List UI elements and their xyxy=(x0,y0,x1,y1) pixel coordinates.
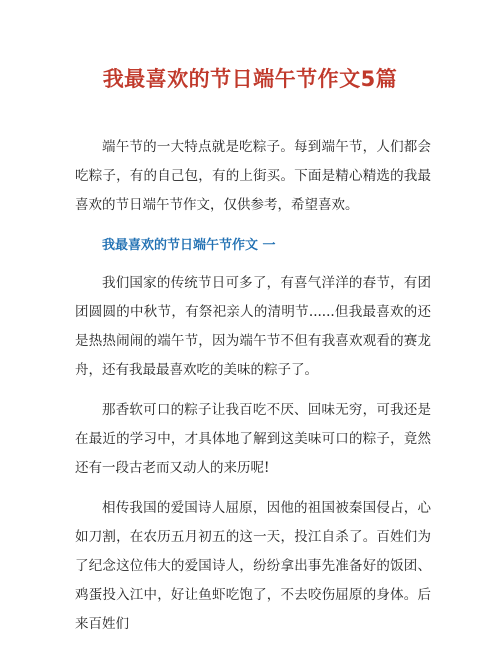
body-paragraph-2: 那香软可口的粽子让我百吃不厌、回味无穷，可我还是在最近的学习中，才具体地了解到这美味可口的粽子，竟然还有一段古老而又动人的来历呢! xyxy=(75,402,431,476)
article-body xyxy=(75,133,431,650)
intro-paragraph: 端午节的一大特点就是吃粽子。每到端午节，人们都会吃粽子，有的自己包，有的上街买。下面是精心精选的我最喜欢的节日端午节作文，仅供参考，希望喜欢。 xyxy=(75,139,431,213)
article-title: 我最喜欢的节日端午节作文5篇 xyxy=(102,67,398,91)
body-paragraph-1: 我们国家的传统节日可多了，有喜气洋洋的春节，有团团圆圆的中秋节，有祭祀亲人的清明节......但我最喜欢的还是热热闹闹的端午节，因为端午节不但有我喜欢观看的赛龙舟，还有我最最喜欢吃的美味的粽子了。 xyxy=(75,275,431,378)
body-paragraph-3: 相传我国的爱国诗人屈原，因他的祖国被秦国侵占，心如刀割，在农历五月初五的这一天，投江自杀了。百姓们为了纪念这位伟大的爱国诗人，纷纷拿出事先准备好的饭团、鸡蛋投入江中，好让鱼虾吃饱了，不去咬伤屈原的身体。后来百姓们 xyxy=(75,500,431,632)
section-subheading: 我最喜欢的节日端午节作文 一 xyxy=(102,238,276,253)
